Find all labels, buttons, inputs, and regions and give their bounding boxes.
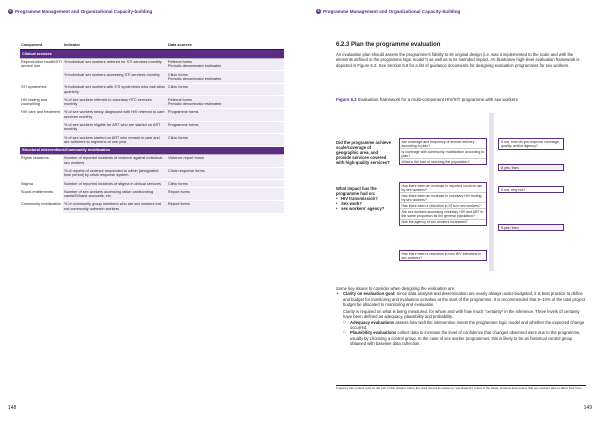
data-source-cell: Report forms [167, 188, 284, 201]
component-cell: HIV care and treatment [20, 108, 63, 146]
table-section-title: Structural interventions/Community mobilization [20, 146, 284, 154]
component-cell: Stigma [20, 180, 63, 188]
sub-bullet-lead: Adequacy evaluations [350, 319, 395, 325]
data-source-cell: Clinic forms [167, 83, 284, 96]
data-source-cell: Referral forms Periodic denominator estimates [167, 96, 284, 109]
impact-question: Has there been an increase in reported condom use by sex workers? [401, 183, 483, 192]
sub-bullet-text: collect data to increase the level of confidence that changes observed were due to the programme, usually by choosing a control group. In the case of sex worker programmes, this is likely to be an historical control group obtained with baseline data collection. [350, 330, 581, 346]
table-row [20, 96, 284, 109]
table-section-title: Clinical services [20, 50, 284, 58]
data-source-cell: Clinic forms Periodic denominator estimates [167, 71, 284, 84]
sub-bullet-lead: Plausibility evaluations [350, 330, 397, 336]
coverage-if-yes-box: If yes, then [498, 164, 564, 171]
column-header-data-sources: Data sources [167, 42, 284, 50]
impact-if-yes-box: If yes, then [498, 224, 564, 231]
data-source-cell: Violence report forms [167, 154, 284, 167]
component-cell: HIV testing and counselling [20, 96, 63, 109]
indicator-cell: Number of reported incidents of stigma in clinical services [63, 180, 167, 188]
coverage-question: Are coverage and frequency of service delivery according to plan? [401, 139, 475, 148]
indicator-cell: % of sex workers eligible for ART who are started on ART monthly [63, 121, 167, 134]
component-cell: Social entitlements [20, 188, 63, 201]
table-row [20, 188, 284, 201]
indicator-cell: % of community group members who are sex workers but not community outreach workers [63, 200, 167, 213]
sub-bullet-text: assess how well the intervention meets the programme logic model and whether the expected change occurred. [350, 319, 585, 331]
data-source-cell: Crisis response forms [167, 167, 284, 180]
running-head-text: Programme Management and Organizational Capacity-building [15, 9, 153, 14]
component-cell: Rights violations [20, 154, 63, 179]
bullet-text: Since data analysis and dissemination are nearly always under-budgeted, it is best practice to define and budget for monitoring and evaluation activities at the start of the programme. It is recommended that 5–10% of the total project budget be allocated to monitoring and evaluation. [343, 291, 586, 307]
indicator-cell: % individual sex workers accessing STI services monthly [63, 71, 167, 84]
impact-if-not-box: If not, why not? [498, 186, 564, 193]
footnote: 6 Agency this context (just for the part of this chapter where the word doc'ed as relates to "populations") refers to the ideas, contexts and powers that sex workers take to affect their lives. [336, 385, 586, 391]
bullet-lead: Clarity on evaluation goal: [343, 291, 396, 297]
running-head [316, 9, 460, 14]
clarity-paragraph: Clarity is required on what is being measured, for whom and with how much “certainty” in the inference. Three levels of certainty have been defined as adequacy, plausibility and probability. [343, 309, 580, 320]
data-source-cell: Programme forms [167, 108, 284, 121]
data-source-cell: Clinic forms [167, 180, 284, 188]
indicator-cell: % of reports of violence responded to within [designated time period] by crisis response system [63, 167, 167, 180]
key-issues-section [336, 286, 588, 346]
table-row [20, 108, 284, 121]
table-row [20, 83, 284, 96]
chapter-number-badge: 6 [317, 9, 320, 13]
evaluation-framework-figure [336, 108, 586, 278]
component-cell: Reproductive health/STI service use [20, 58, 63, 83]
table-section-row [20, 50, 284, 58]
evaluation-type-item [343, 330, 588, 346]
indicator-table [20, 42, 284, 214]
intro-paragraph: An evaluation plan should assess the programme's fidelity to its original design (i.e. was it implemented to the scale and with the elements defined in the programme logic model?) as well as to its intended impact. An illustrative high-level evaluation framework is depicted in Figure 6.2. See Section 6.8 for a list of guidance documents for designing evaluation programmes for sex workers. [336, 52, 580, 68]
impact-question: Has there been an increase in voluntary HIV testing by sex workers? [400, 192, 486, 202]
data-source-cell: Report forms [167, 200, 284, 213]
impact-question: Has the agency of sex workers increased? [400, 219, 486, 225]
table-header-row [20, 42, 284, 50]
outcome-box [399, 250, 487, 261]
coverage-questions-box [399, 138, 487, 165]
figure-question-impact-text: What impact has the programme had on: [336, 186, 377, 196]
running-head [8, 9, 152, 14]
indicator-cell: Number of sex workers accessing ration cards/voting cards/ID/bank accounts, etc. [63, 188, 167, 201]
impact-bullet: • sex workers' agency? [336, 207, 394, 212]
chapter-number-badge: 6 [9, 9, 12, 13]
column-header-indicator: Indicator [63, 42, 167, 50]
section-title: 6.2.3 Plan the programme evaluation [336, 42, 441, 48]
indicator-cell: Number of reported incidents of violence against individual sex workers [63, 154, 167, 167]
key-issues-intro: Some key issues to consider when designing the evaluation are: [336, 286, 456, 291]
outcome-question: Has there been a reduction in new HIV infections in sex workers? [401, 251, 482, 260]
table-section-row [20, 146, 284, 154]
figure-caption-text: Evaluation framework for a multi-component HIV/STI programme with sex workers [357, 97, 518, 102]
figure-question-coverage: Did the programme achieve scale/coverage of geographic area, and provide services covered with high-quality services? [336, 140, 391, 165]
evaluation-type-item [343, 320, 588, 331]
data-source-cell: Clinic forms [167, 134, 284, 147]
figure-label: Figure 6.2 [336, 97, 357, 102]
page-number: 148 [8, 405, 17, 411]
coverage-question: What is the size of reaching the population? [400, 158, 486, 164]
figure-caption [336, 97, 518, 102]
table-row [20, 154, 284, 167]
figure-question-impact [336, 187, 394, 212]
column-header-component: Component [20, 42, 63, 50]
running-head-text: Programme Management and Organizational Capacity-building [323, 9, 461, 14]
right-page [300, 0, 600, 424]
figure-connector-bar [489, 113, 494, 271]
data-source-cell: Programme forms [167, 121, 284, 134]
coverage-if-not-box: If not, how do you improve coverage, quality, and/or agency? [498, 138, 564, 150]
indicator-cell: % of sex workers newly diagnosed with HIV referred to care services monthly [63, 108, 167, 121]
indicator-cell: % of sex workers referred to voluntary HTC services monthly [63, 96, 167, 109]
impact-bullet: • HIV transmission? [336, 197, 394, 202]
table-row [20, 180, 284, 188]
indicator-cell: % individual sex workers referred for STI services monthly [63, 58, 167, 71]
component-cell: Community mobilization [20, 200, 63, 213]
impact-bullet: • Sex work? [336, 202, 394, 207]
table-row [20, 58, 284, 71]
impact-bullet-list [336, 197, 394, 212]
data-source-cell: Referral forms Periodic denominator estimates [167, 58, 284, 71]
table-row [20, 200, 284, 213]
impact-question: Has there been a reduction in STIs in sex workers? [400, 202, 486, 208]
component-cell: STI syndromes [20, 83, 63, 96]
indicator-cell: % of sex workers started on ART who remain in care and are adherent to regimens at one year [63, 134, 167, 147]
key-issue-bullet [336, 291, 588, 307]
coverage-question: Is coverage with community mobilization according to plan? [401, 149, 485, 158]
page-number: 149 [583, 405, 592, 411]
impact-question: Are sex workers accessing voluntary HIV and ART in the same proportion as the general population? [400, 208, 486, 218]
indicator-cell: % individual sex workers with STI syndromes who visit clinic quarterly [63, 83, 167, 96]
impact-questions-box [399, 182, 487, 226]
